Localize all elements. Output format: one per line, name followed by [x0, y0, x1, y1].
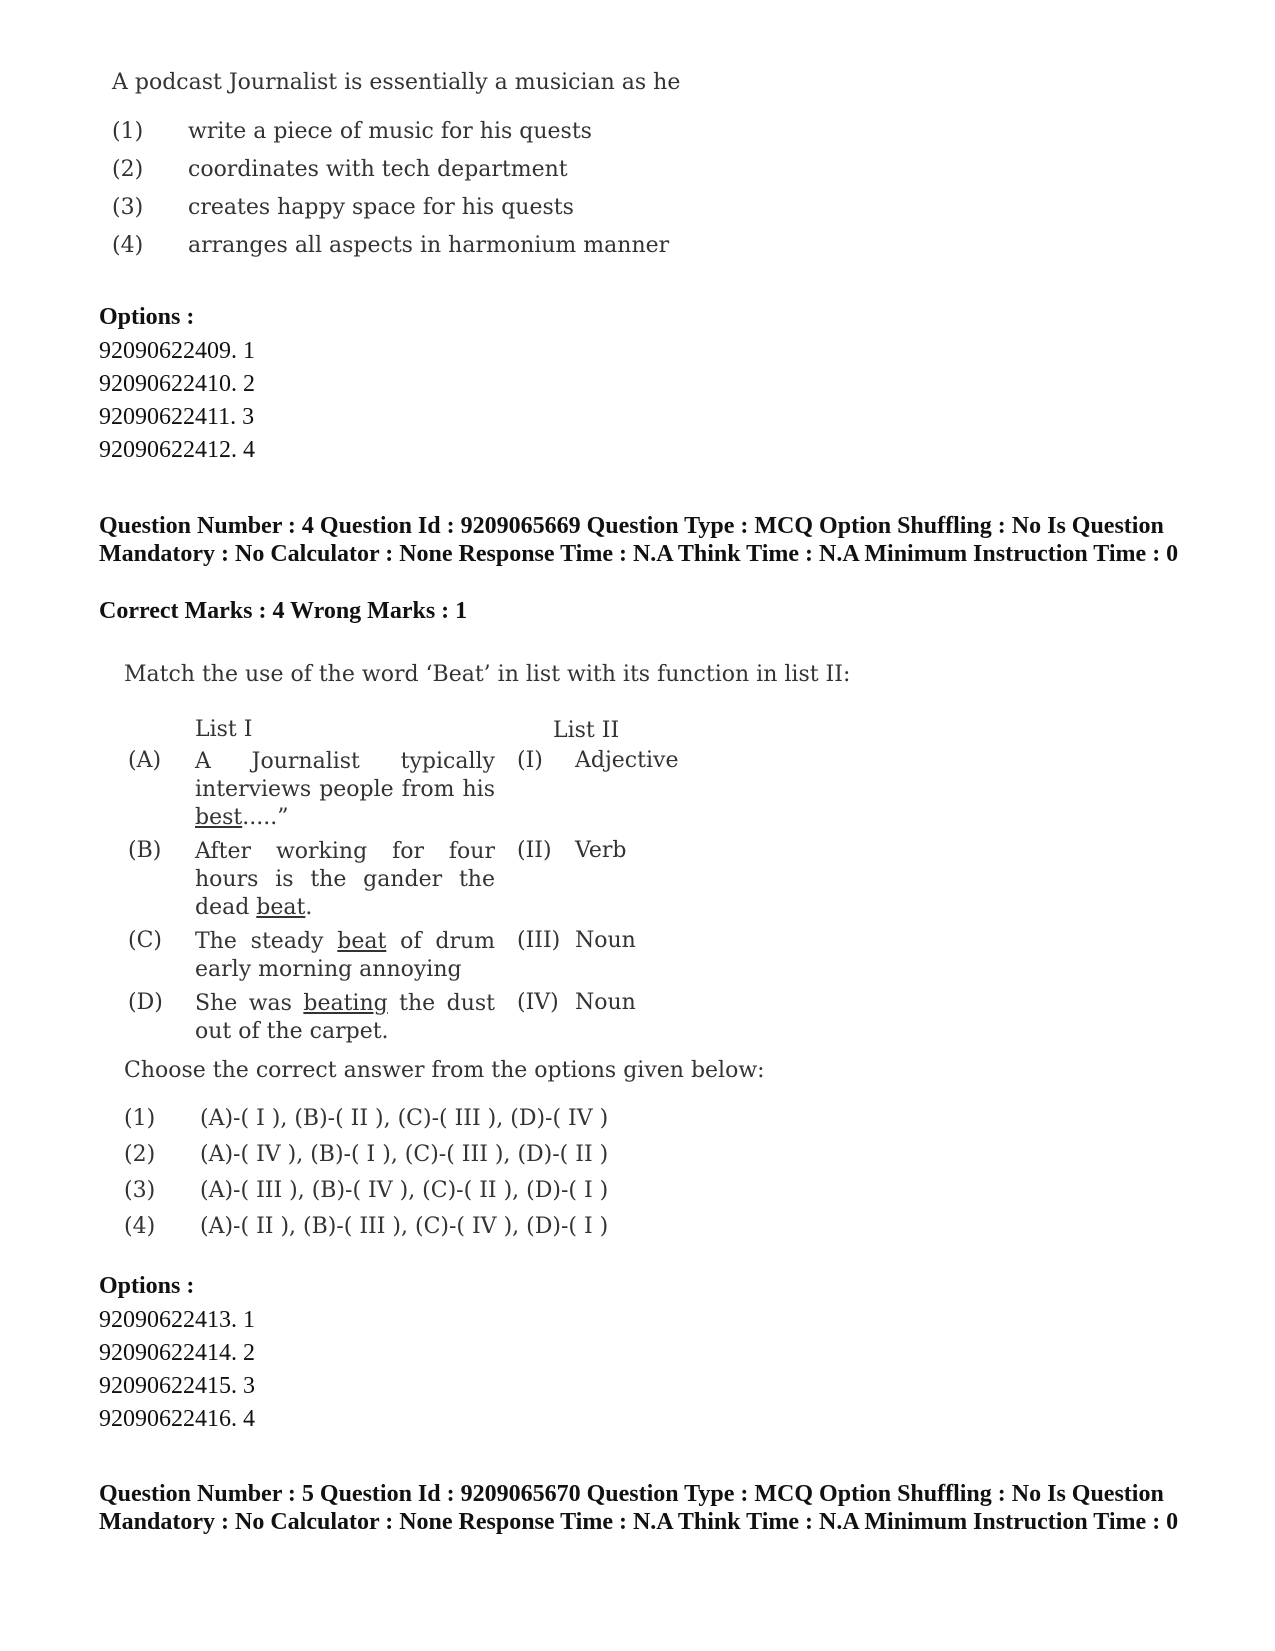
q5-meta: Question Number : 5 Question Id : 9209065670 Question Type : MCQ Option Shuffling : No Is Question Mandatory : No Calculator : None Response Time : N.A Think Time : N.A Minimum Instruction Time : 0 [99, 1481, 1179, 1535]
row-letter: (C) [128, 928, 162, 953]
match-row-d [128, 990, 695, 1046]
option-line: 92090622416. 4 [99, 1406, 255, 1432]
option-line: 92090622413. 1 [99, 1307, 255, 1333]
q4-answer-3 [124, 1172, 608, 1208]
q4-stem: Match the use of the word ‘Beat’ in list with its function in list II: [124, 662, 851, 687]
q3-choice-1 [112, 112, 669, 150]
row-roman: (I) [517, 748, 543, 773]
option-line: 92090622412. 4 [99, 437, 255, 463]
row-function: Noun [575, 928, 636, 953]
options-title: Options : [99, 304, 195, 330]
choice-number: (1) [112, 118, 144, 144]
q3-choice-3 [112, 188, 669, 226]
underlined-word: best [195, 805, 243, 830]
option-line: 92090622409. 1 [99, 338, 255, 364]
list2-heading: List II [553, 717, 620, 743]
option-line: 92090622411. 3 [99, 404, 255, 430]
answer-number: (2) [124, 1141, 156, 1167]
option-line: 92090622410. 2 [99, 371, 255, 397]
q3-options [99, 304, 255, 467]
q3-choice-4 [112, 226, 669, 264]
row-roman: (II) [517, 838, 552, 863]
list1-heading: List I [195, 717, 253, 742]
row-letter: (B) [128, 838, 162, 863]
match-table [128, 712, 695, 1052]
q4-options [99, 1273, 255, 1436]
q4-answer-2 [124, 1136, 608, 1172]
choice-number: (4) [112, 232, 144, 258]
choice-text: coordinates with tech department [188, 156, 568, 182]
q4-marks: Correct Marks : 4 Wrong Marks : 1 [99, 598, 468, 624]
choice-number: (2) [112, 156, 144, 182]
row-text: After working for four hours is the gander the dead beat. [195, 839, 495, 920]
answer-text: (A)-( IV ), (B)-( I ), (C)-( III ), (D)-( II ) [200, 1141, 609, 1167]
choice-text: arranges all aspects in harmonium manner [188, 232, 670, 258]
row-letter: (D) [128, 990, 163, 1015]
answer-number: (3) [124, 1177, 156, 1203]
match-row-a [128, 748, 695, 832]
underlined-word: beat [256, 895, 306, 920]
q4-choose-instruction: Choose the correct answer from the options given below: [124, 1058, 765, 1083]
match-table-header [128, 712, 695, 748]
row-letter: (A) [128, 748, 162, 773]
underlined-word: beating [303, 991, 388, 1016]
row-roman: (III) [517, 928, 561, 953]
q4-answer-1 [124, 1100, 608, 1136]
row-text: She was beating the dust out of the carpet. [195, 991, 495, 1044]
q3-stem: A podcast Journalist is essentially a musician as he [112, 70, 681, 95]
answer-text: (A)-( III ), (B)-( IV ), (C)-( II ), (D)-( I ) [200, 1177, 609, 1203]
option-line: 92090622414. 2 [99, 1340, 255, 1366]
answer-number: (1) [124, 1105, 156, 1131]
answer-number: (4) [124, 1213, 156, 1239]
answer-text: (A)-( II ), (B)-( III ), (C)-( IV ), (D)-( I ) [200, 1213, 609, 1239]
row-text: A Journalist typically interviews people from his best.....” [195, 749, 495, 830]
options-title: Options : [99, 1273, 195, 1299]
match-row-b [128, 838, 695, 922]
choice-text: write a piece of music for his quests [188, 118, 592, 144]
row-function: Adjective [575, 748, 679, 773]
option-line: 92090622415. 3 [99, 1373, 255, 1399]
row-roman: (IV) [517, 990, 559, 1015]
choice-number: (3) [112, 194, 144, 220]
row-function: Verb [575, 838, 627, 863]
answer-text: (A)-( I ), (B)-( II ), (C)-( III ), (D)-( IV ) [200, 1105, 609, 1131]
q4-meta: Question Number : 4 Question Id : 9209065669 Question Type : MCQ Option Shuffling : No Is Question Mandatory : No Calculator : None Response Time : N.A Think Time : N.A Minimum Instruction Time : 0 [99, 513, 1179, 567]
row-function: Noun [575, 990, 636, 1015]
choice-text: creates happy space for his quests [188, 194, 574, 220]
match-row-c [128, 928, 695, 984]
q3-choice-list [112, 112, 669, 264]
q4-answer-list [124, 1100, 608, 1244]
row-text: The steady beat of drum early morning annoying [195, 929, 495, 982]
underlined-word: beat [337, 929, 387, 954]
q3-choice-2 [112, 150, 669, 188]
q4-answer-4 [124, 1208, 608, 1244]
